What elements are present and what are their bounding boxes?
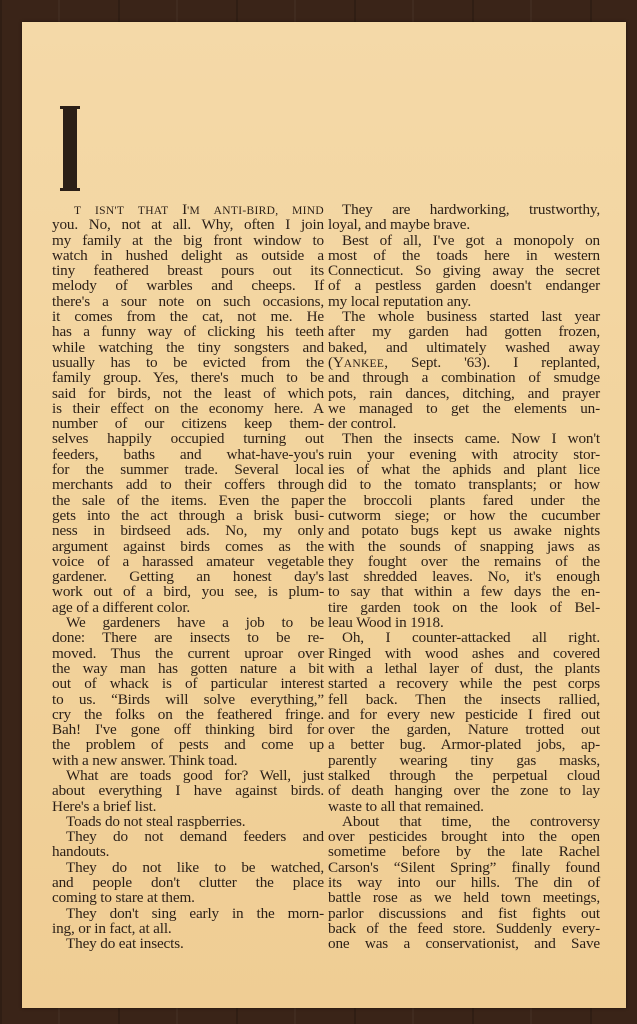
- text-line: Bah! I've gone off thinking bird for: [52, 721, 324, 739]
- text-line: Oh, I counter-attacked all right.: [342, 629, 600, 647]
- text-line: ies of what the aphids and plant lice: [328, 461, 600, 479]
- text-line: said for birds, not the least of which: [52, 384, 324, 402]
- text-line: number of our citizens keep them-: [52, 415, 324, 433]
- text-line: of a pestless garden doesn't endanger: [328, 277, 600, 295]
- text-line: They are hardworking, trustworthy,: [342, 201, 600, 218]
- text-line: They do not demand feeders and: [66, 828, 324, 846]
- text-line: melody of warbles and cheeps. If: [52, 277, 324, 295]
- text-line: last shredded leaves. No, it's enough: [328, 568, 600, 586]
- text-line: a better bug. Armor-plated jobs, ap-: [328, 736, 600, 754]
- right-column: [328, 202, 600, 952]
- text-line: gets into the act through a brisk busi-: [52, 506, 324, 524]
- text-line: parently wearing tiny gas masks,: [328, 751, 600, 769]
- text-line: battle rose as we held town meetings,: [328, 889, 600, 907]
- text-line: most of the toads here in western: [328, 246, 600, 264]
- text-line: and people don't clutter the place: [52, 874, 324, 892]
- text-line: and for every new pesticide I fired out: [328, 705, 600, 723]
- text-line: Here's a brief list.: [52, 797, 157, 815]
- text-line: Connecticut. So giving away the secret: [328, 262, 600, 280]
- text-line: cry the folks on the feathered fringe.: [52, 705, 324, 723]
- text-line: We gardeners have a job to be: [66, 614, 324, 632]
- text-line: the problem of pests and come up: [52, 736, 324, 754]
- text-line: What are toads good for? Well, just: [66, 766, 324, 784]
- text-line: over the garden, Nature trotted out: [328, 721, 600, 739]
- text-line: tiny feathered breast pours out its: [52, 262, 324, 280]
- text-line: parlor discussions and fist fights out: [328, 904, 600, 922]
- text-line: there's a sour note on such occasions,: [52, 292, 324, 310]
- text-line: work out of a bird, you see, is plum-: [52, 583, 324, 601]
- text-line: merchants add to their coffers through: [52, 476, 324, 494]
- text-line: leau Wood in 1918.: [328, 614, 444, 632]
- text-line: family group. Yes, there's much to be: [52, 369, 324, 387]
- text-line: argument against birds comes as the: [52, 537, 324, 555]
- text-line: usually has to be evicted from the: [52, 353, 324, 371]
- drop-cap: [60, 106, 80, 192]
- text-line: over pesticides brought into the open: [328, 828, 600, 846]
- text-line: gardener. Getting an honest day's: [52, 568, 324, 586]
- text-line: my family at the big front window to: [52, 231, 324, 249]
- text-line: is their effect on the economy here. A: [52, 399, 324, 417]
- text-line: of death hanging over the zone to lay: [328, 782, 600, 800]
- text-line: (YANKEE, Sept. '63). I replanted,: [328, 353, 600, 371]
- text-line: Toads do not steal raspberries.: [66, 812, 246, 830]
- text-line: About that time, the controversy: [342, 812, 600, 830]
- text-line: and potato bugs kept us awake nights: [328, 522, 600, 540]
- text-line: watch in hushed delight as outside a: [52, 246, 324, 264]
- text-line: Carson's “Silent Spring” finally found: [328, 858, 600, 876]
- text-line: sometime before by the late Rachel: [328, 843, 600, 861]
- text-line: with a new answer. Think toad.: [52, 751, 238, 769]
- text-line: waste to all that remained.: [328, 797, 484, 815]
- text-line: baked, and ultimately washed away: [328, 338, 600, 356]
- text-line: done: There are insects to be re-: [52, 629, 324, 647]
- text-line: after my garden had gotten frozen,: [328, 323, 600, 341]
- text-line: tire garden took on the look of Bel-: [328, 598, 600, 616]
- text-line: to say that within a few days the en-: [328, 583, 600, 601]
- text-line: loyal, and maybe brave.: [328, 216, 471, 234]
- text-line: feeders, baths and what-have-you's: [52, 445, 324, 463]
- text-line: cutworm siege; or how the cucumber: [328, 506, 600, 524]
- text-line: you. No, not at all. Why, often I join: [52, 216, 324, 234]
- text-line: selves happily occupied turning out: [52, 430, 324, 448]
- text-line: Best of all, I've got a monopoly on: [342, 231, 600, 249]
- text-line: we managed to get the elements un-: [328, 399, 600, 417]
- text-line: to us. “Birds will solve everything,”: [52, 690, 324, 708]
- text-line: for the summer trade. Several local: [52, 461, 324, 479]
- text-line: ing, or in fact, at all.: [52, 919, 172, 937]
- text-line: about everything I have against birds.: [52, 782, 324, 800]
- text-line: T ISN'T THAT I'M ANTI-BIRD, MIND: [74, 201, 324, 218]
- text-line: it comes from the cat, not me. He: [52, 308, 324, 326]
- drop-cap-serif-bottom: [60, 188, 80, 191]
- text-line: while watching the tiny songsters and: [52, 338, 324, 356]
- text-line: fell back. Then the insects rallied,: [328, 690, 600, 708]
- text-line: ness in birdseed ads. No, my only: [52, 522, 324, 540]
- text-line: voice of a harassed amateur vegetable: [52, 552, 324, 570]
- text-line: handouts.: [52, 843, 110, 861]
- text-line: Then the insects came. Now I won't: [342, 430, 600, 448]
- text-line: ruin your evening with atrocity stor-: [328, 445, 600, 463]
- text-line: with a lethal layer of dust, the plants: [328, 659, 600, 677]
- left-column: [52, 202, 324, 952]
- text-line: The whole business started last year: [342, 308, 600, 326]
- text-line: and through a combination of smudge: [328, 369, 600, 387]
- text-line: with the sounds of snapping jaws as: [328, 537, 600, 555]
- text-line: one was a conservationist, and Save: [328, 935, 600, 953]
- text-line: They do eat insects.: [66, 935, 184, 953]
- text-line: the way man has gotten nature a bit: [52, 659, 324, 677]
- text-line: the sale of the items. Even the paper: [52, 491, 324, 509]
- text-line: Ringed with wood ashes and covered: [328, 644, 600, 662]
- text-line: started a recovery while the pest corps: [328, 675, 600, 693]
- text-line: back of the feed store. Suddenly every-: [328, 919, 600, 937]
- text-line: They do not like to be watched,: [66, 858, 324, 876]
- magazine-page: [22, 22, 626, 1008]
- text-line: They don't sing early in the morn-: [66, 904, 324, 922]
- text-line: they fought over the remains of the: [328, 552, 600, 570]
- text-line: age of a different color.: [52, 598, 191, 616]
- text-line: der control.: [328, 415, 397, 433]
- text-line: did to the tomato transplants; or how: [328, 476, 600, 494]
- text-line: has a funny way of clicking his teeth: [52, 323, 324, 341]
- text-line: its way into our hills. The din of: [328, 874, 600, 892]
- text-line: the broccoli plants fared under the: [328, 491, 600, 509]
- drop-cap-stem: [63, 109, 77, 189]
- text-line: moved. Thus the current uproar over: [52, 644, 324, 662]
- text-line: stalked through the perpetual cloud: [328, 766, 600, 784]
- text-line: my local reputation any.: [328, 292, 472, 310]
- text-line: out of whack is of particular interest: [52, 675, 324, 693]
- text-line: pots, rain dances, ditching, and prayer: [328, 384, 600, 402]
- text-line: coming to stare at them.: [52, 889, 195, 907]
